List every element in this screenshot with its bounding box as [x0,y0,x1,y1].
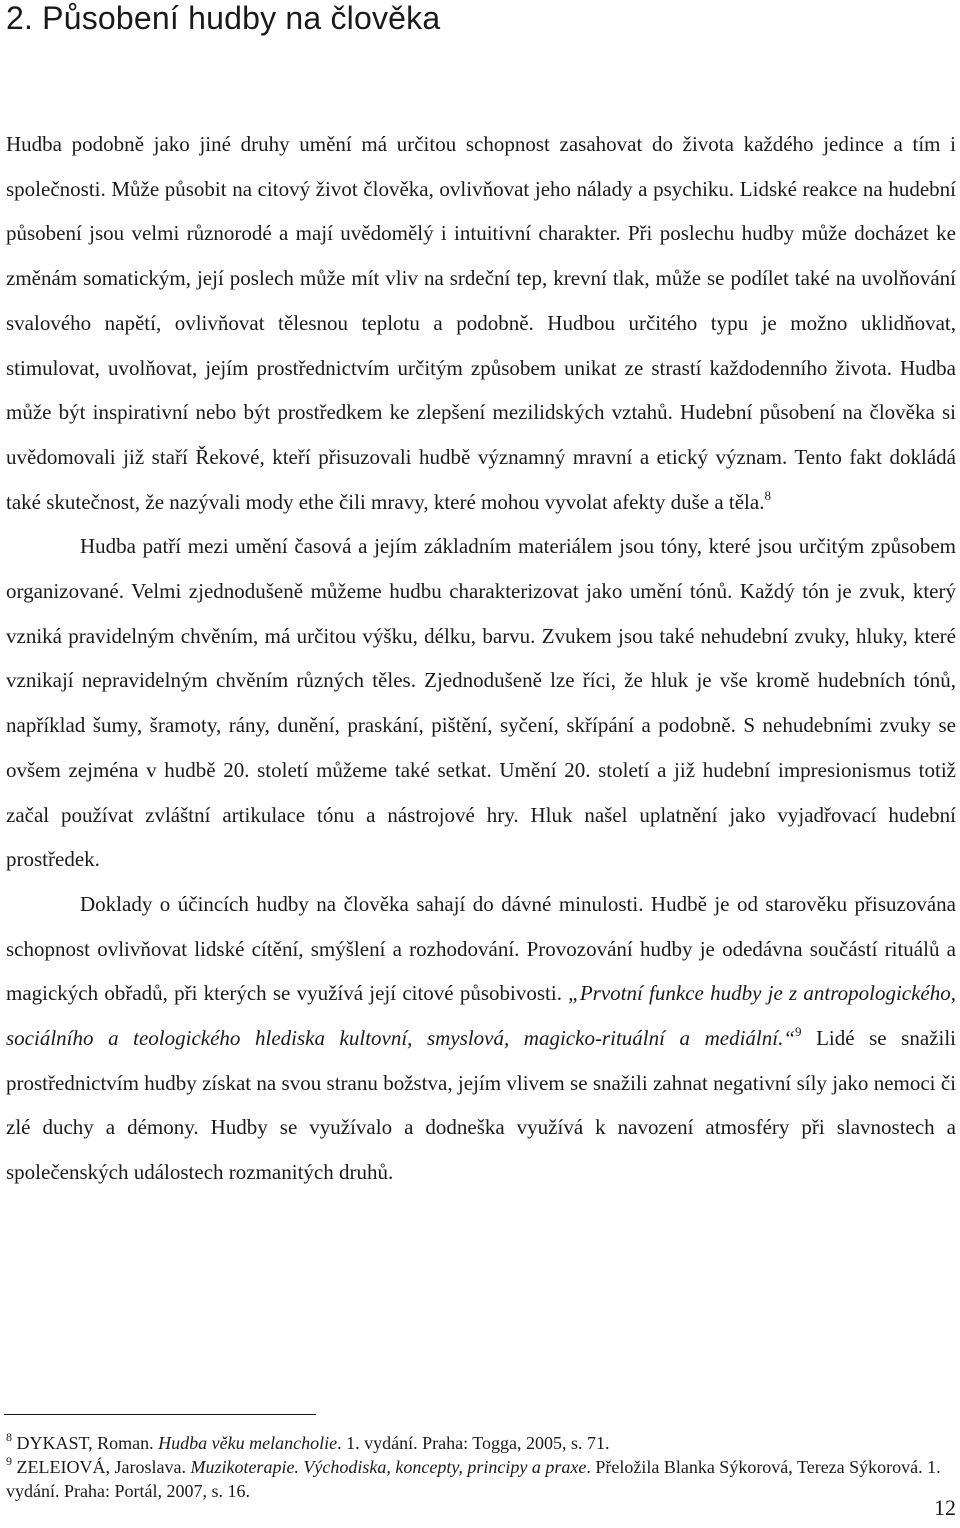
paragraph-1-text: Hudba podobně jako jiné druhy umění má určitou schopnost zasahovat do života každého jedince a tím i společnosti. Může působit na citový život člověka, ovlivňovat jeho nálady a psychiku. Lidské reakce na hudební působení jsou velmi různorodé a mají uvědomělý i intuitivní charakter. Při poslechu hudby může docházet ke změnám somatickým, její poslech může mít vliv na srdeční tep, krevní tlak, může se podílet také na uvolňování svalového napětí, ovlivňovat tělesnou teplotu a podobně. Hudbou určitého typu je možno uklidňovat, stimulovat, uvolňovat, jejím prostřednictvím určitým způsobem unikat ze strastí každodenního života. Hudba může být inspirativní nebo být prostředkem ke zlepšení mezilidských vztahů. Hudební působení na člověka si uvědomovali již staří Řekové, kteří přisuzovali hudbě významný mravní a etický význam. Tento fakt dokládá také skutečnost, že nazývali mody ethe čili mravy, které mohou vyvolat afekty duše a těla. [6,132,956,514]
footnotes [6,1431,956,1503]
footnote-author: ZELEIOVÁ, Jaroslava. [12,1457,191,1477]
footnote-details: . 1. vydání. Praha: Togga, 2005, s. 71. [337,1433,610,1453]
chapter-heading: 2. Působení hudby na člověka [6,0,441,36]
paragraph-3-text-a: Doklady o účincích hudby na člověka sahají do dávné minulosti. Hudbě je od starověku přisuzována schopnost ovlivňovat lidské cítění, smýšlení a rozhodování. Provozování hudby je odedávna součástí rituálů a magických obřadů, při kterých se využívá její citové působivosti. [6,891,956,1006]
footnote-details: . Přeložila Blanka Sýkorová, Tereza Sýkorová. 1. vydání. Praha: Portál, 2007, s. 16. [6,1457,941,1501]
body-text [6,122,956,1195]
footnote-9 [6,1455,956,1503]
footnote-title: Muzikoterapie. Východiska, koncepty, principy a praxe [190,1457,587,1477]
footnote-ref-9[interactable]: 9 [795,1024,802,1040]
footnote-ref-8[interactable]: 8 [764,487,771,503]
paragraph-1 [6,122,956,524]
footnote-8 [6,1431,956,1455]
footnote-author: DYKAST, Roman. [12,1433,159,1453]
quotation: „Prvotní funkce hudby je z antropologického, sociálního a teologického hlediska kultovní, smyslová, magicko-rituální a mediální.“ [6,981,956,1051]
footnote-number: 9 [6,1454,12,1468]
paragraph-3 [6,882,956,1195]
footnote-title: Hudba věku melancholie [158,1433,338,1453]
page-number: 12 [934,1495,956,1520]
footnote-separator [4,1414,316,1415]
paragraph-2: Hudba patří mezi umění časová a jejím základním materiálem jsou tóny, které jsou určitým způsobem organizované. Velmi zjednodušeně můžeme hudbu charakterizovat jako umění tónů. Každý tón je zvuk, který vzniká pravidelným chvěním, má určitou výšku, délku, barvu. Zvukem jsou také nehudební zvuky, hluky, které vznikají nepravidelným chvěním různých těles. Zjednodušeně lze říci, že hluk je vše kromě hudebních tónů, například šumy, šramoty, rány, dunění, praskání, pištění, syčení, skřípání a podobně. S nehudebními zvuky se ovšem zejména v hudbě 20. století můžeme také setkat. Umění 20. století a již hudební impresionismus totiž začal používat zvláštní artikulace tónu a nástrojové hry. Hluk našel uplatnění jako vyjadřovací hudební prostředek. [6,534,956,872]
paragraph-3-text-b: Lidé se snažili prostřednictvím hudby získat na svou stranu božstva, jejím vlivem se snažili zahnat negativní síly jako nemoci či zlé duchy a démony. Hudby se využívalo a dodneška využívá k navození atmosféry při slavnostech a společenských událostech rozmanitých druhů. [6,1026,956,1185]
footnote-number: 8 [6,1430,12,1444]
